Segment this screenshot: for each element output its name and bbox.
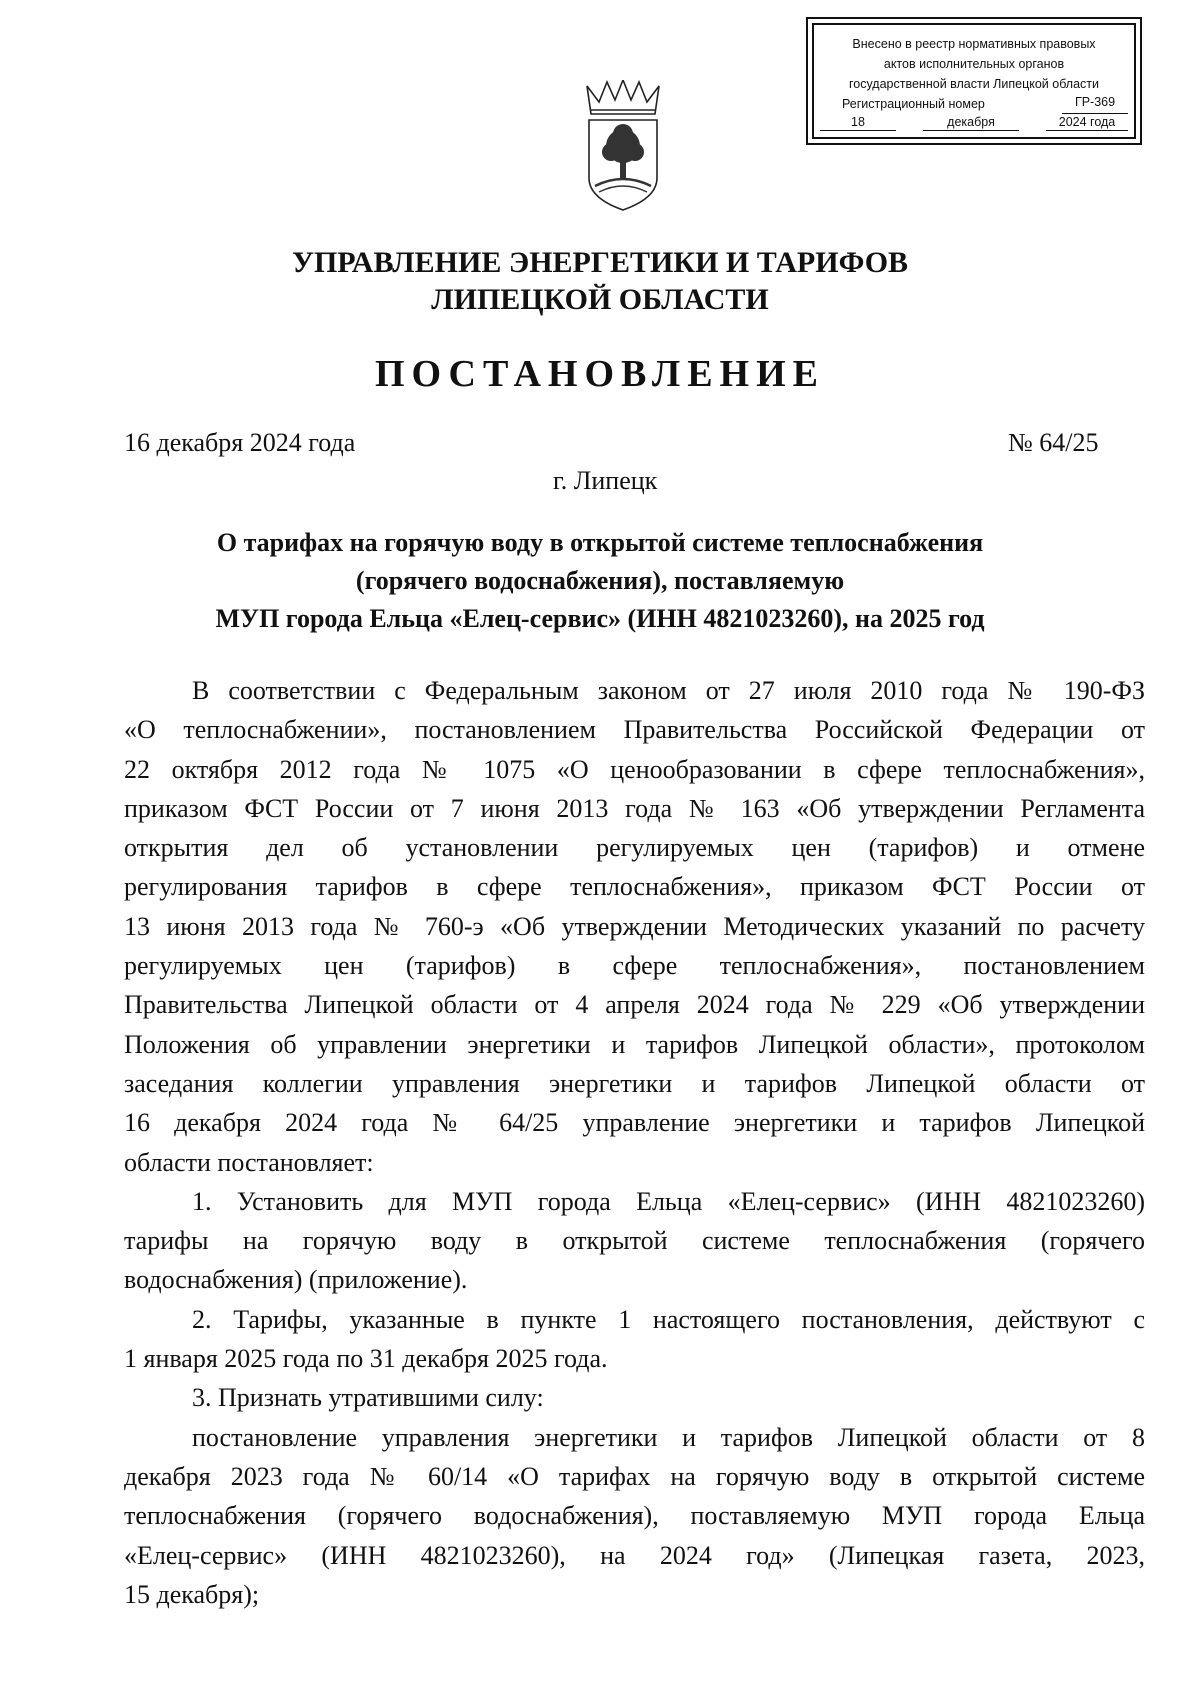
item-3 [124, 1378, 1145, 1417]
item-3-sub-line: «Елец-сервис» (ИНН 4821023260), на 2024 год» (Липецкая газета, 2023, [124, 1540, 1145, 1570]
stamp-line-2: актов исполнительных органов [883, 57, 1065, 71]
preamble-line: Правительства Липецкой области от 4 апреля 2024 года № 229 «Об утверждении [124, 990, 1145, 1020]
preamble-line: открытия дел об установлении регулируемых цен (тарифов) и отмене [124, 833, 1145, 863]
subject-line-2: (горячего водоснабжения), поставляемую [355, 566, 845, 595]
item-3-sub-line: декабря 2023 года № 60/14 «О тарифах на горячую воду в открытой системе [124, 1461, 1145, 1491]
preamble [124, 671, 1145, 1182]
coat-of-arms-icon [583, 80, 663, 214]
preamble-line: 22 октября 2012 года № 1075 «О ценообразовании в сфере теплоснабжения», [124, 754, 1145, 784]
item-3-sub [124, 1418, 1145, 1614]
document-city: г. Липецк [553, 466, 658, 495]
item-3-sub-line: постановление управления энергетики и тарифов Липецкой области от 8 [192, 1422, 1145, 1452]
registry-stamp [806, 17, 1142, 145]
document-body [124, 671, 1145, 1614]
stamp-date-row [814, 114, 1134, 131]
stamp-month: декабря [923, 114, 1019, 131]
item-1 [124, 1182, 1145, 1300]
document-subject [0, 524, 1200, 638]
subject-line-1: О тарифах на горячую воду в открытой системе теплоснабжения [216, 528, 984, 557]
stamp-day: 18 [820, 114, 896, 131]
item-3-sub-line: теплоснабжения (горячего водоснабжения), поставляемую МУП города Ельца [124, 1501, 1145, 1531]
preamble-line: 16 декабря 2024 года № 64/25 управление энергетики и тарифов Липецкой [124, 1108, 1145, 1138]
item-1-line: водоснабжения) (приложение). [124, 1265, 468, 1295]
preamble-line: регулируемых цен (тарифов) в сфере теплоснабжения», постановлением [124, 951, 1145, 981]
item-2-line: 1 января 2025 года по 31 декабря 2025 года. [124, 1344, 608, 1374]
stamp-reg-row [814, 94, 1134, 114]
document-date: 16 декабря 2024 года [124, 428, 356, 457]
preamble-line: приказом ФСТ России от 7 июня 2013 года № 163 «Об утверждении Регламента [124, 793, 1145, 823]
document-type: ПОСТАНОВЛЕНИЕ [374, 353, 826, 395]
item-1-line: тарифы на горячую воду в открытой системе теплоснабжения (горячего [124, 1226, 1145, 1256]
stamp-reg-number: ГР-369 [1062, 94, 1128, 114]
document-number: № 64/25 [1008, 428, 1099, 457]
org-name-line-2: ЛИПЕЦКОЙ ОБЛАСТИ [431, 283, 769, 316]
preamble-line: регулирования тарифов в сфере теплоснабжения», приказом ФСТ России от [124, 872, 1145, 902]
stamp-reg-label: Регистрационный номер [842, 97, 985, 111]
item-3-sub-line: 15 декабря); [124, 1579, 260, 1609]
stamp-year: 2024 года [1046, 114, 1128, 131]
registry-stamp-inner [812, 23, 1136, 139]
org-name-line-1: УПРАВЛЕНИЕ ЭНЕРГЕТИКИ И ТАРИФОВ [291, 246, 909, 279]
item-2-line: 2. Тарифы, указанные в пункте 1 настоящего постановления, действуют с [192, 1304, 1145, 1334]
stamp-line-1: Внесено в реестр нормативных правовых [852, 37, 1096, 51]
subject-line-3: МУП города Ельца «Елец-сервис» (ИНН 4821023260), на 2025 год [215, 604, 985, 633]
item-3-heading: 3. Признать утратившими силу: [192, 1383, 544, 1413]
item-2 [124, 1300, 1145, 1379]
preamble-line: В соответствии с Федеральным законом от 27 июля 2010 года № 190-ФЗ [192, 676, 1145, 705]
preamble-line: «О теплоснабжении», постановлением Правительства Российской Федерации от [124, 715, 1145, 745]
item-1-line: 1. Установить для МУП города Ельца «Елец-сервис» (ИНН 4821023260) [192, 1186, 1145, 1216]
preamble-line: заседания коллегии управления энергетики и тарифов Липецкой области от [124, 1068, 1145, 1098]
preamble-line: области постановляет: [124, 1147, 374, 1177]
preamble-line: Положения об управлении энергетики и тарифов Липецкой области», протоколом [124, 1029, 1145, 1059]
preamble-line: 13 июня 2013 года № 760-э «Об утверждении Методических указаний по расчету [124, 911, 1145, 941]
stamp-line-3: государственной власти Липецкой области [848, 77, 1100, 91]
